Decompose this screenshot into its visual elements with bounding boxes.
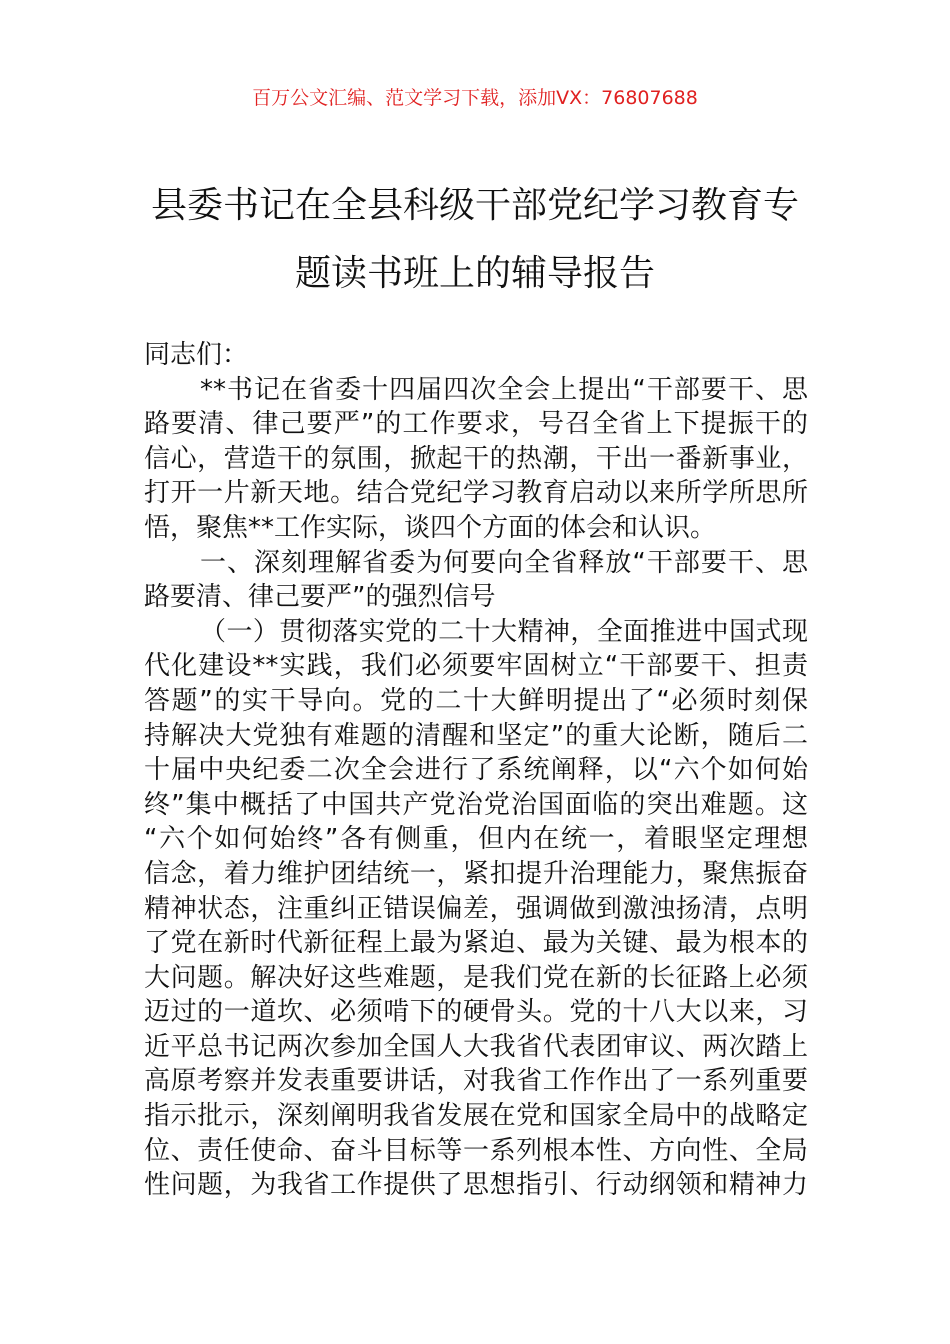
- paragraph-line: 迈过的一道坎、必须啃下的硬骨头。党的十八大以来，习: [144, 997, 808, 1028]
- paragraph-line: 性问题，为我省工作提供了思想指引、行动纲领和精神力: [144, 1170, 808, 1201]
- paragraph-line: 悟，聚焦**工作实际，谈四个方面的体会和认识。: [144, 512, 717, 543]
- paragraph-line: 路要清、律己要严”的工作要求，号召全省上下提振干的: [144, 409, 808, 440]
- paragraph-line: 了党在新时代新征程上最为紧迫、最为关键、最为根本的: [144, 928, 808, 959]
- paragraph-line: 打开一片新天地。结合党纪学习教育启动以来所学所思所: [144, 478, 808, 509]
- section-heading-line: 路要清、律己要严”的强烈信号: [144, 582, 496, 613]
- paragraph-line: 信心，营造干的氛围，掀起干的热潮，干出一番新事业，: [144, 443, 808, 474]
- paragraph-line: 近平总书记两次参加全国人大我省代表团审议、两次踏上: [144, 1031, 808, 1062]
- header-banner: 百万公文汇编、范文学习下载，添加VX：76807688: [252, 87, 698, 109]
- document-body: [144, 338, 808, 1203]
- section-heading-line: 一、深刻理解省委为何要向全省释放“干部要干、思: [200, 547, 808, 578]
- paragraph-line: **书记在省委十四届四次全会上提出“干部要干、思: [200, 374, 808, 405]
- paragraph-line: 信念，着力维护团结统一，紧扣提升治理能力，聚焦振奋: [144, 858, 808, 889]
- paragraph-line: 终”集中概括了中国共产党治党治国面临的突出难题。这: [144, 789, 808, 820]
- paragraph-line: 位、责任使命、奋斗目标等一系列根本性、方向性、全局: [144, 1135, 808, 1166]
- paragraph-line: “六个如何始终”各有侧重，但内在统一，着眼坚定理想: [144, 824, 808, 855]
- paragraph-line: 持解决大党独有难题的清醒和坚定”的重大论断，随后二: [144, 720, 808, 751]
- paragraph-line: 高原考察并发表重要讲话，对我省工作作出了一系列重要: [144, 1066, 808, 1097]
- document-title: [100, 172, 850, 308]
- paragraph-line: 精神状态，注重纠正错误偏差，强调做到激浊扬清，点明: [144, 893, 808, 924]
- title-line-1: 县委书记在全县科级干部党纪学习教育专: [150, 185, 799, 226]
- salutation: 同志们：: [144, 340, 249, 370]
- paragraph-line: （一）贯彻落实党的二十大精神，全面推进中国式现: [200, 616, 808, 647]
- paragraph-line: 十届中央纪委二次全会进行了系统阐释，以“六个如何始: [144, 755, 808, 786]
- title-line-2: 题读书班上的辅导报告: [294, 253, 655, 294]
- paragraph-line: 大问题。解决好这些难题，是我们党在新的长征路上必须: [144, 962, 808, 993]
- paragraph-line: 指示批示，深刻阐明我省发展在党和国家全局中的战略定: [144, 1101, 808, 1132]
- paragraph-line: 代化建设**实践，我们必须要牢固树立“干部要干、担责: [144, 651, 808, 682]
- paragraph-line: 答题”的实干导向。党的二十大鲜明提出了“必须时刻保: [144, 685, 808, 716]
